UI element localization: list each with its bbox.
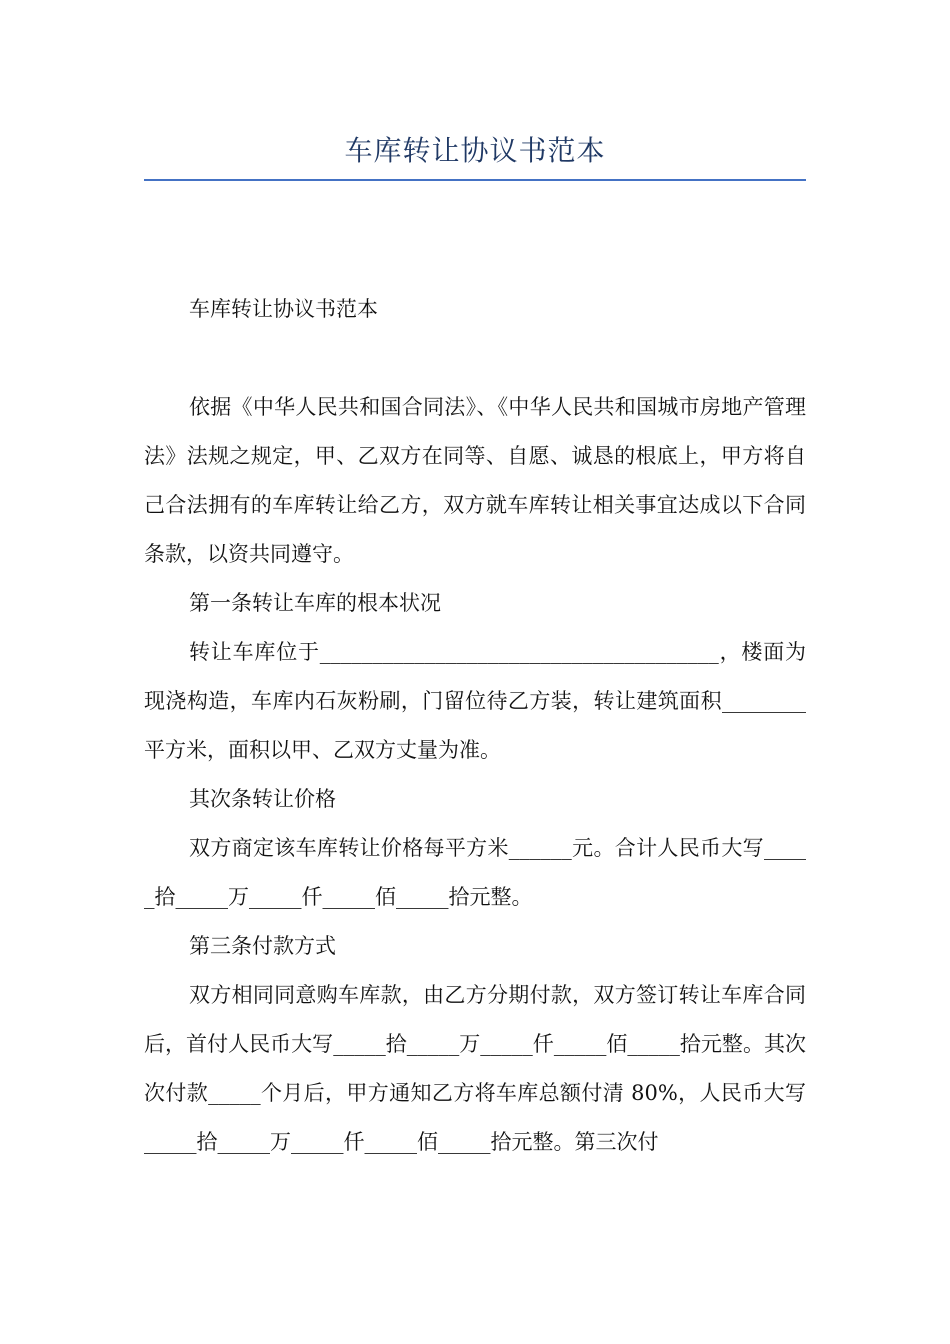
article-2-text: 双方商定该车库转让价格每平方米______元。合计人民币大写_____拾_____万_____仟_____佰_____拾元整。 (144, 836, 806, 909)
article-1-text: 转让车库位于______________________________________，楼面为现浇构造，车库内石灰粉刷，门留位待乙方装，转让建筑面积________平方米，面积以甲、乙双方丈量为准。 (144, 640, 806, 762)
title-underline (144, 179, 806, 181)
document-subtitle: 车库转让协议书范本 (189, 297, 378, 321)
document-body (144, 285, 806, 1167)
article-3-heading: 第三条付款方式 (189, 934, 336, 958)
blank-line (144, 334, 806, 383)
paragraph-preamble: 依据《中华人民共和国合同法》、《中华人民共和国城市房地产管理法》法规之规定，甲、乙双方在同等、自愿、诚恳的根底上，甲方将自己合法拥有的车库转让给乙方，双方就车库转让相关事宜达成以下合同条款，以资共同遵守。 (144, 395, 806, 566)
article-1-heading: 第一条转让车库的根本状况 (189, 591, 441, 615)
article-3-text: 双方相同同意购车库款，由乙方分期付款，双方签订转让车库合同后，首付人民币大写_____拾_____万_____仟_____佰_____拾元整。其次次付款_____个月后，甲方通知乙方将车库总额付清 80%，人民币大写_____拾_____万_____仟_____佰_____拾元整。第三次付 (144, 983, 806, 1154)
article-2-heading: 其次条转让价格 (189, 787, 336, 811)
document-title: 车库转让协议书范本 (344, 134, 606, 167)
